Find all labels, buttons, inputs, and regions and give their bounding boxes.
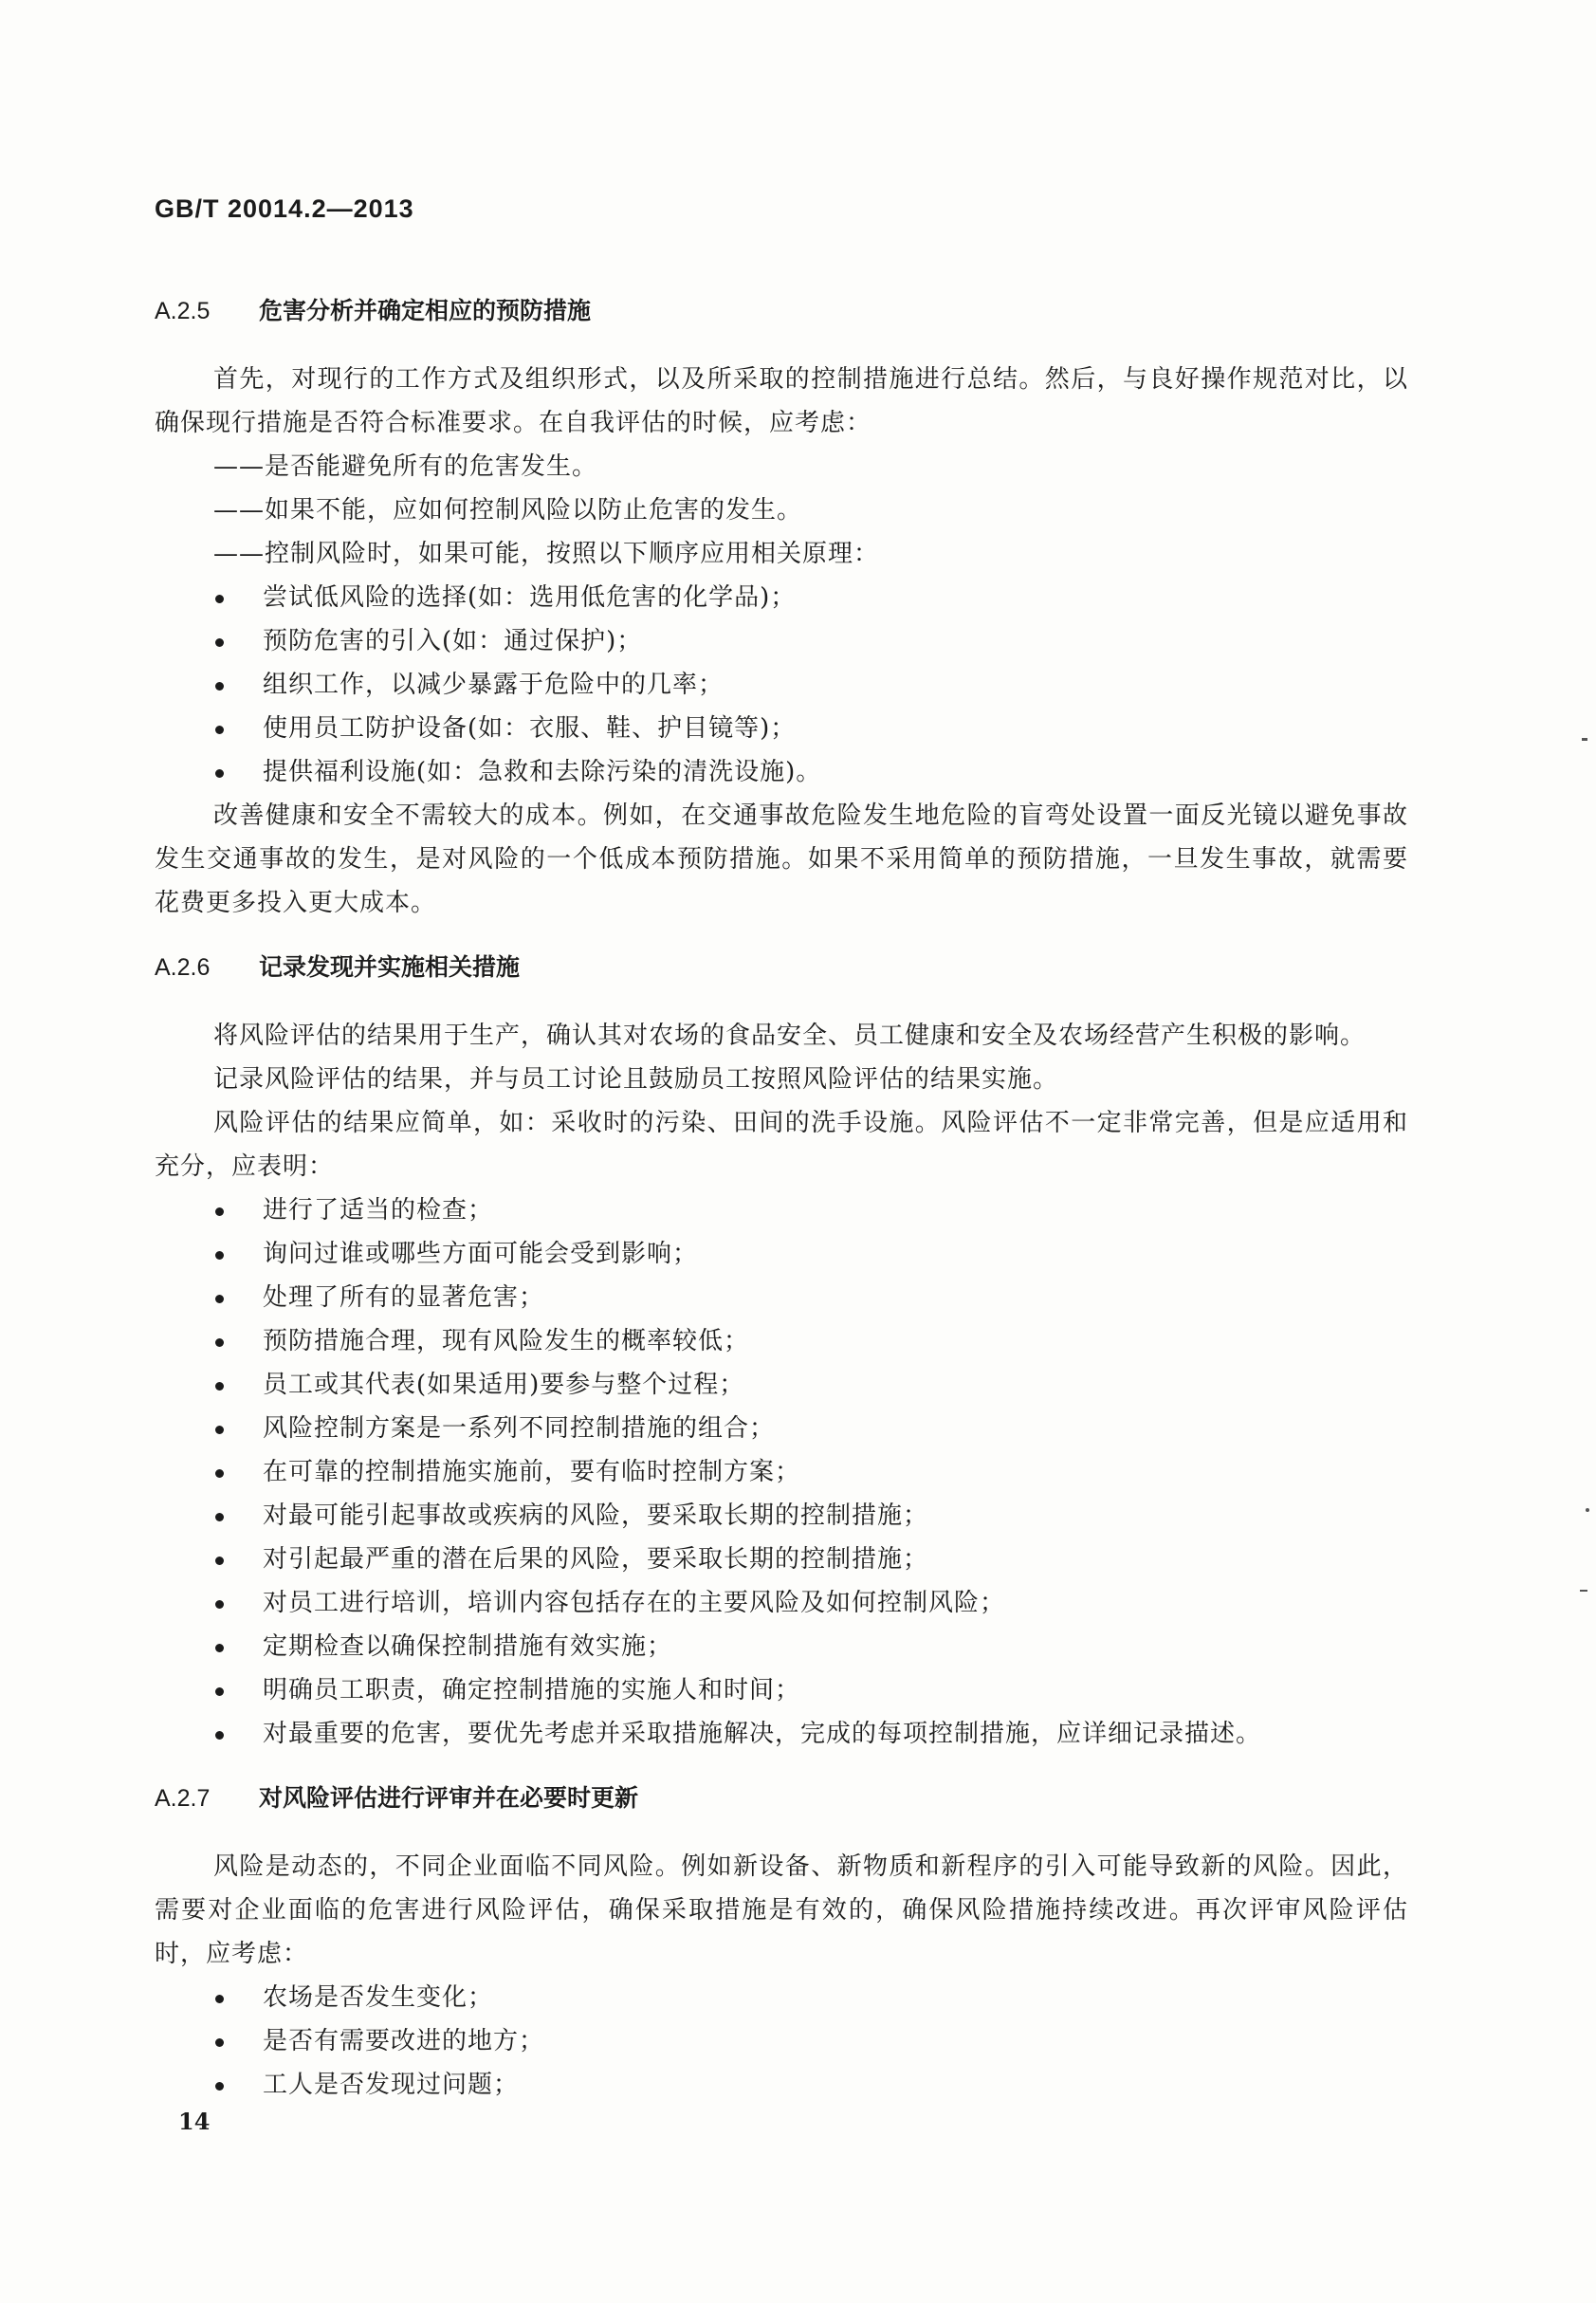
page-number: 14 — [178, 2108, 211, 2135]
paragraph: 风险是动态的，不同企业面临不同风险。例如新设备、新物质和新程序的引入可能导致新的风险。因此，需要对企业面临的危害进行风险评估，确保采取措施是有效的，确保风险措施持续改进。再次评审风险评估时，应考虑： — [155, 1852, 1408, 1968]
document-body — [155, 289, 1408, 2107]
scan-mark — [1586, 1508, 1589, 1512]
bullet-text: 使用员工防护设备(如：衣服、鞋、护目镜等)； — [263, 714, 797, 743]
bullet-text: 风险控制方案是一系列不同控制措施的组合； — [263, 1414, 776, 1443]
paragraph: 将风险评估的结果用于生产，确认其对农场的食品安全、员工健康和安全及农场经营产生积极的影响。 — [213, 1022, 1367, 1050]
bullet-text: 询问过谁或哪些方面可能会受到影响； — [263, 1240, 699, 1268]
bullet-item — [155, 1494, 1408, 1538]
bullet-text: 提供福利设施(如：急救和去除污染的清洗设施)。 — [263, 758, 822, 786]
bullet-item — [155, 1407, 1408, 1450]
bullet-item — [155, 1625, 1408, 1668]
scan-mark — [1582, 738, 1587, 741]
bullet-icon — [215, 1995, 224, 2003]
standard-code: GB/T 20014.2—2013 — [155, 194, 414, 223]
bullet-item — [155, 619, 1408, 663]
bullet-icon — [215, 1687, 224, 1696]
bullet-icon — [215, 1600, 224, 1609]
bullet-item — [155, 1976, 1408, 2019]
bullet-icon — [215, 1207, 224, 1216]
bullet-item — [155, 2019, 1408, 2063]
bullet-icon — [215, 1469, 224, 1478]
bullet-item — [155, 1188, 1408, 1232]
bullet-icon — [215, 1644, 224, 1652]
dash-item: ——是否能避免所有的危害发生。 — [213, 452, 598, 481]
bullet-text: 是否有需要改进的地方； — [263, 2027, 545, 2055]
bullet-text: 工人是否发现过问题； — [263, 2071, 520, 2099]
bullet-item — [155, 1668, 1408, 1712]
bullet-text: 处理了所有的显著危害； — [263, 1283, 545, 1312]
bullet-icon — [215, 2038, 224, 2047]
bullet-text: 对最重要的危害，要优先考虑并采取措施解决，完成的每项控制措施，应详细记录描述。 — [263, 1720, 1262, 1748]
bullet-text: 进行了适当的检查； — [263, 1196, 494, 1225]
bullet-item — [155, 1276, 1408, 1319]
scan-mark — [1580, 1590, 1587, 1592]
bullet-icon — [215, 1426, 224, 1434]
bullet-text: 对引起最严重的潜在后果的风险，要采取长期的控制措施； — [263, 1545, 929, 1574]
bullet-icon — [215, 1295, 224, 1303]
bullet-item — [155, 663, 1408, 707]
bullet-text: 定期检查以确保控制措施有效实施； — [263, 1632, 673, 1661]
paragraph: 改善健康和安全不需较大的成本。例如，在交通事故危险发生地危险的盲弯处设置一面反光镜以避免事故发生交通事故的发生，是对风险的一个低成本预防措施。如果不采用简单的预防措施，一旦发生事故，就需要花费更多投入更大成本。 — [155, 801, 1408, 917]
bullet-icon — [215, 1251, 224, 1260]
bullet-icon — [215, 726, 224, 734]
bullet-text: 对最可能引起事故或疾病的风险，要采取长期的控制措施； — [263, 1502, 929, 1530]
dash-item: ——控制风险时，如果可能，按照以下顺序应用相关原理： — [213, 540, 880, 568]
dash-item: ——如果不能，应如何控制风险以防止危害的发生。 — [213, 496, 803, 525]
bullet-icon — [215, 638, 224, 647]
bullet-icon — [215, 1731, 224, 1740]
bullet-item — [155, 1319, 1408, 1363]
section-title: 记录发现并实施相关措施 — [259, 953, 521, 981]
bullet-item — [155, 1538, 1408, 1581]
bullet-icon — [215, 1338, 224, 1347]
bullet-text: 农场是否发生变化； — [263, 1983, 494, 2012]
bullet-item — [155, 1450, 1408, 1494]
bullet-item — [155, 707, 1408, 750]
bullet-icon — [215, 1513, 224, 1521]
bullet-text: 明确员工职责，确定控制措施的实施人和时间； — [263, 1676, 801, 1704]
paragraph: 记录风险评估的结果，并与员工讨论且鼓励员工按照风险评估的结果实施。 — [213, 1065, 1059, 1094]
paragraph: 风险评估的结果应简单，如：采收时的污染、田间的洗手设施。风险评估不一定非常完善，但是应适用和充分，应表明： — [155, 1109, 1408, 1181]
bullet-text: 组织工作，以减少暴露于危险中的几率； — [263, 671, 725, 699]
bullet-item — [155, 2063, 1408, 2107]
bullet-icon — [215, 769, 224, 778]
paragraph: 首先，对现行的工作方式及组织形式，以及所采取的控制措施进行总结。然后，与良好操作规范对比，以确保现行措施是否符合标准要求。在自我评估的时候，应考虑： — [155, 365, 1408, 437]
bullet-item — [155, 1581, 1408, 1625]
section-number: A.2.7 — [155, 1785, 211, 1812]
bullet-icon — [215, 2082, 224, 2091]
bullet-text: 在可靠的控制措施实施前，要有临时控制方案； — [263, 1458, 801, 1486]
bullet-icon — [215, 1382, 224, 1391]
bullet-text: 对员工进行培训，培训内容包括存在的主要风险及如何控制风险； — [263, 1589, 1006, 1617]
bullet-item — [155, 576, 1408, 619]
section-title: 对风险评估进行评审并在必要时更新 — [259, 1784, 639, 1812]
bullet-item — [155, 1712, 1408, 1756]
bullet-icon — [215, 1557, 224, 1565]
bullet-icon — [215, 682, 224, 691]
bullet-item — [155, 750, 1408, 794]
section-heading-a27 — [155, 1777, 1408, 1820]
bullet-item — [155, 1232, 1408, 1276]
bullet-text: 员工或其代表(如果适用)要参与整个过程； — [263, 1371, 745, 1399]
section-heading-a26 — [155, 946, 1408, 989]
section-number: A.2.6 — [155, 954, 211, 981]
section-title: 危害分析并确定相应的预防措施 — [259, 297, 592, 324]
bullet-text: 预防危害的引入(如：通过保护)； — [263, 627, 643, 655]
bullet-text: 预防措施合理，现有风险发生的概率较低； — [263, 1327, 750, 1355]
section-heading-a25 — [155, 289, 1408, 333]
bullet-item — [155, 1363, 1408, 1407]
bullet-text: 尝试低风险的选择(如：选用低危害的化学品)； — [263, 583, 797, 612]
bullet-icon — [215, 595, 224, 603]
section-number: A.2.5 — [155, 298, 211, 324]
